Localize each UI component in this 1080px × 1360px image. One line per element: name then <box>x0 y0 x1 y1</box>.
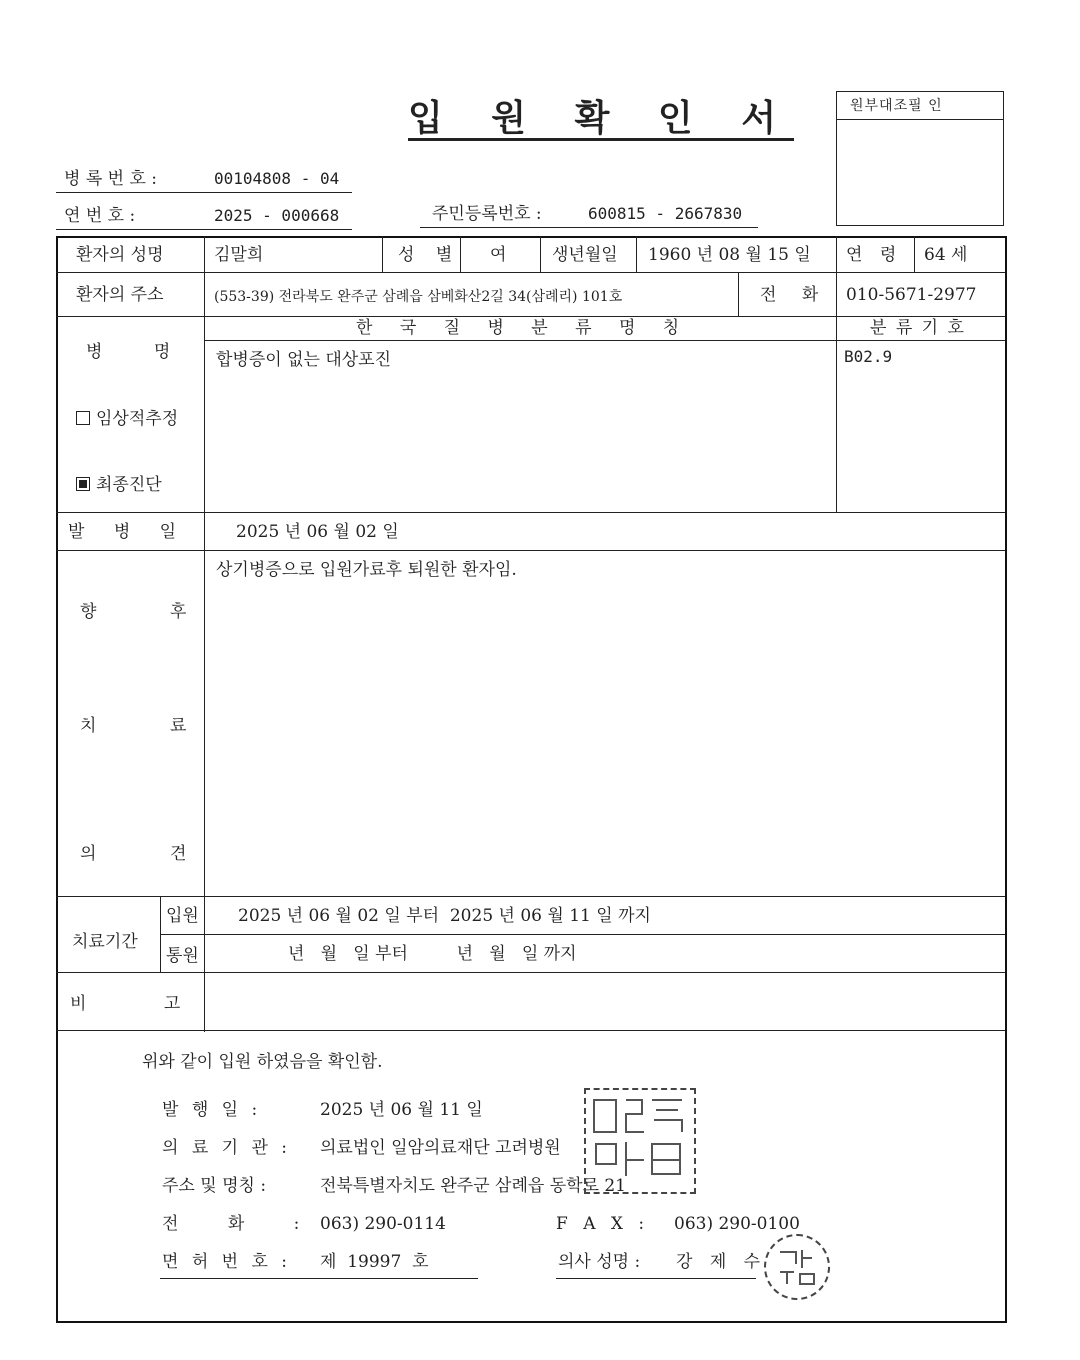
opinion-label-3: 치 <box>80 716 97 736</box>
onset-label: 발 병 일 <box>68 522 177 542</box>
address-label: 환자의 주소 <box>76 285 164 305</box>
onset-value: 2025 년 06 월 02 일 <box>236 522 399 542</box>
checkbox-checked-icon[interactable] <box>76 477 90 491</box>
issue-date-value: 2025 년 06 월 11 일 <box>320 1100 483 1120</box>
serial-no-value: 2025 - 000668 <box>214 206 340 225</box>
code-header: 분 류 기 호 <box>870 318 966 338</box>
doctor-label: 의사 성명 : <box>558 1252 641 1272</box>
inpatient-label: 입원 <box>166 906 199 926</box>
diagnosis-name: 합병증이 없는 대상포진 <box>216 350 392 370</box>
doctor-seal-icon <box>766 1236 828 1298</box>
opinion-label-2: 후 <box>170 602 187 622</box>
option-clinical-label: 임상적추정 <box>96 409 179 429</box>
inpatient-value: 2025 년 06 월 02 일 부터 2025 년 06 월 11 일 까지 <box>238 906 651 926</box>
opinion-label-6: 견 <box>170 844 187 864</box>
name-value: 김말희 <box>214 245 264 265</box>
fax-label: F A X : <box>556 1214 645 1234</box>
diagnosis-label: 병 명 <box>86 342 171 362</box>
opinion-label-1: 향 <box>80 602 97 622</box>
footer-phone-value: 063) 290-0114 <box>320 1214 446 1234</box>
confirmation-statement: 위와 같이 입원 하였음을 확인함. <box>142 1052 383 1072</box>
fax-value: 063) 290-0100 <box>674 1214 800 1234</box>
record-no-value: 00104808 - 04 <box>214 169 340 188</box>
opinion-label-4: 료 <box>170 716 187 736</box>
doctor-value: 강 제 수 <box>676 1252 767 1272</box>
outpatient-value: 년 월 일 부터 년 월 일 까지 <box>288 944 577 964</box>
outpatient-label: 통원 <box>166 946 199 966</box>
serial-no-label: 연 번 호 : <box>64 206 136 226</box>
hospital-seal-icon <box>586 1090 694 1192</box>
institution-label: 의 료 기 관 : <box>162 1138 292 1158</box>
issue-date-label: 발 행 일 : <box>162 1100 262 1120</box>
dob-label: 생년월일 <box>552 245 618 265</box>
approval-box-label: 원부대조필 인 <box>850 98 943 114</box>
option-clinical[interactable] <box>76 409 178 429</box>
institution-value: 의료법인 일암의료재단 고려병원 <box>320 1138 561 1158</box>
phone-value: 010-5671-2977 <box>846 285 977 305</box>
name-label: 환자의 성명 <box>76 245 164 265</box>
resident-no-label: 주민등록번호 : <box>432 204 542 224</box>
diagnosis-code: B02.9 <box>844 347 893 366</box>
document-title: 입 원 확 인 서 <box>408 97 795 139</box>
opinion-value: 상기병증으로 입원가료후 퇴원한 환자임. <box>216 560 517 580</box>
license-value: 제 19997 호 <box>320 1252 429 1272</box>
doctor-seal <box>764 1234 830 1300</box>
license-label: 면 허 번 호 : <box>162 1252 292 1272</box>
kcd-header: 한 국 질 병 분 류 명 칭 <box>356 318 680 338</box>
remarks-label: 비 고 <box>70 994 181 1014</box>
opinion-label-5: 의 <box>80 844 97 864</box>
treatment-label: 치료기간 <box>72 932 138 952</box>
age-value: 64 세 <box>924 245 968 265</box>
resident-no-value: 600815 - 2667830 <box>588 204 743 223</box>
address-footer-value: 전북특별자치도 완주군 삼례읍 동학로 21 <box>320 1176 626 1196</box>
phone-label: 전 화 <box>760 285 829 305</box>
option-final[interactable] <box>76 475 162 495</box>
sex-value: 여 <box>490 245 507 265</box>
form-frame <box>56 236 1007 1323</box>
record-no-label: 병 록 번 호 : <box>64 169 158 189</box>
option-final-label: 최종진단 <box>96 475 162 495</box>
hospital-seal <box>584 1088 696 1194</box>
dob-value: 1960 년 08 월 15 일 <box>648 245 811 265</box>
footer-phone-label: 전 화 : <box>162 1214 300 1234</box>
sex-label: 성 별 <box>398 245 461 265</box>
checkbox-unchecked-icon[interactable] <box>76 411 90 425</box>
address-value: (553-39) 전라북도 완주군 삼례읍 삼베화산2길 34(삼례리) 101호 <box>214 289 623 305</box>
address-footer-label: 주소 및 명칭 : <box>162 1176 267 1196</box>
age-label: 연 령 <box>846 245 903 265</box>
